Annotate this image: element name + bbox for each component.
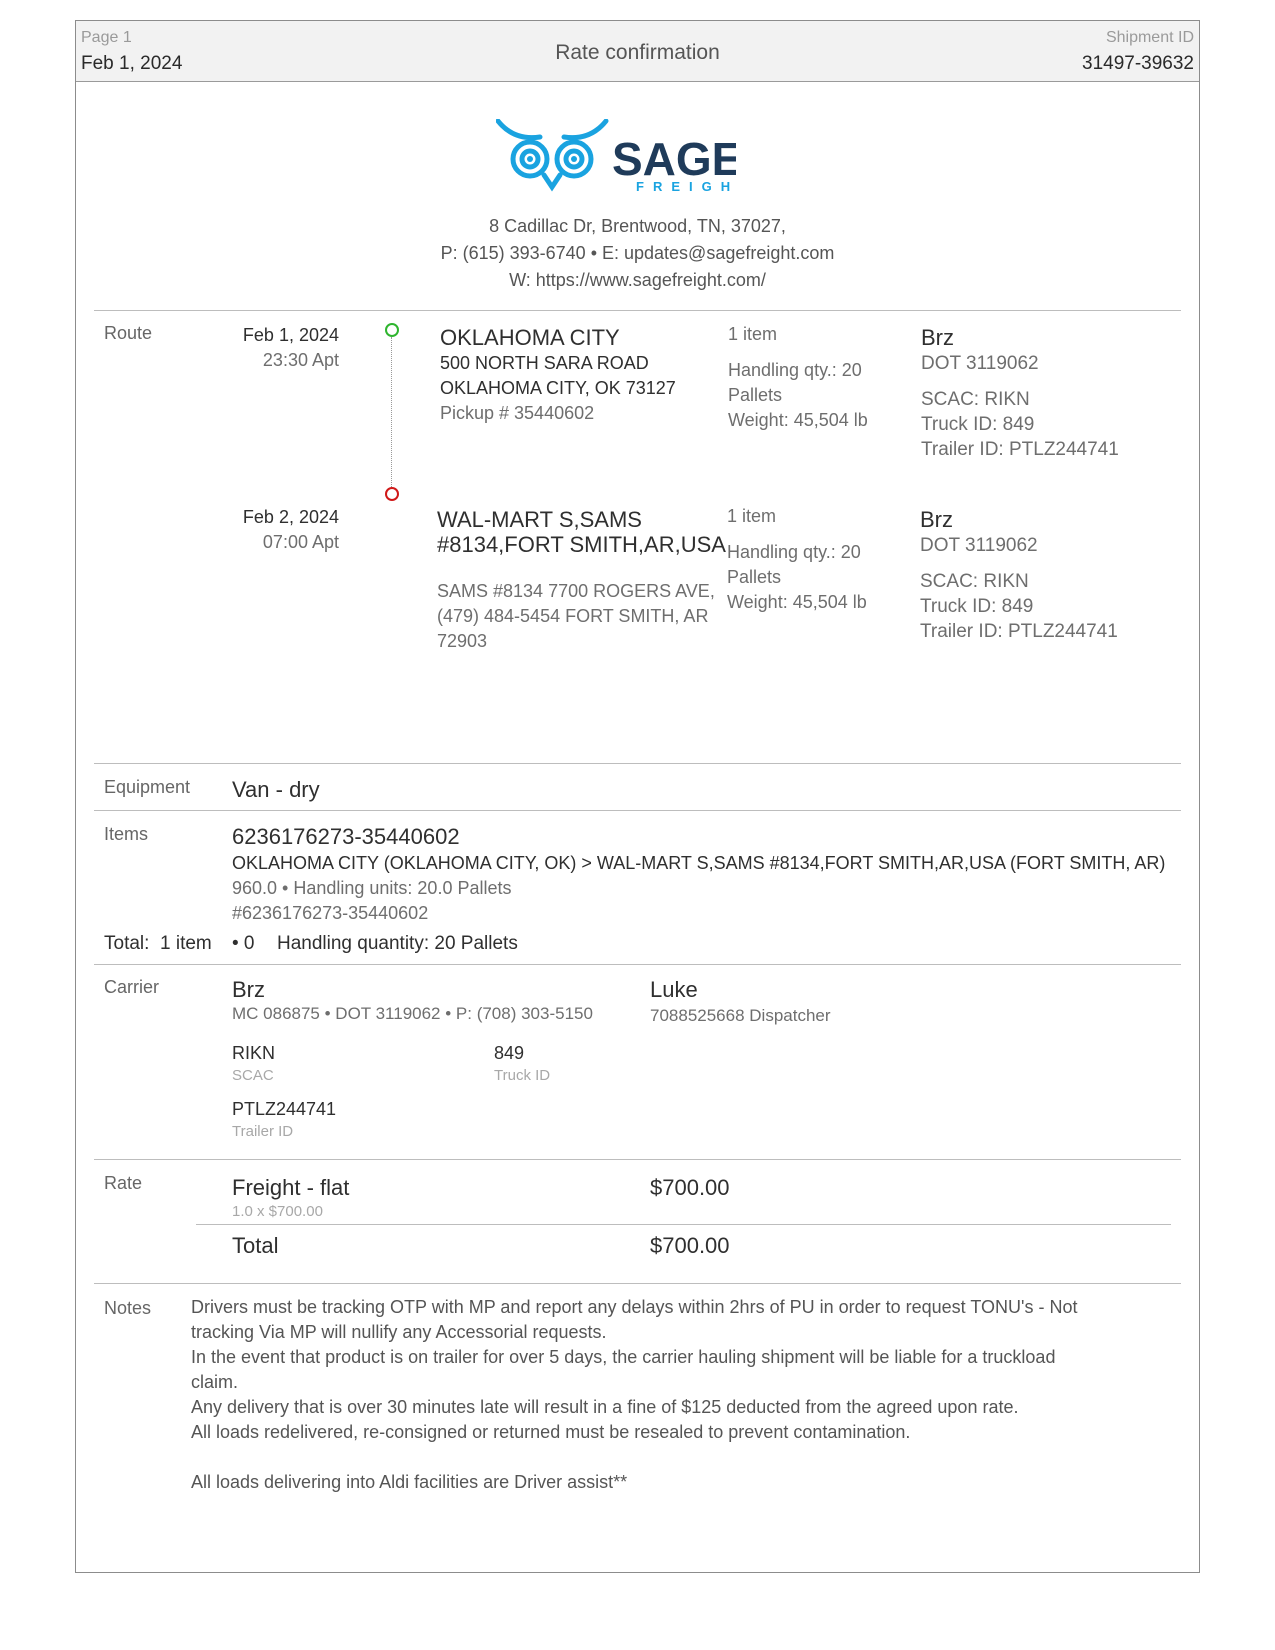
items-label: Items (104, 824, 149, 844)
header-date: Feb 1, 2024 (81, 53, 183, 74)
stop-1-date: Feb 1, 2024 (242, 325, 339, 345)
stop-1-dot: DOT 3119062 (921, 353, 1039, 374)
stop-1-trailer: Trailer ID: PTLZ244741 (921, 439, 1119, 460)
scac-label: SCAC (232, 1067, 274, 1084)
rate-line-amount: $700.00 (650, 1175, 730, 1200)
stop-1-handling-unit: Pallets (728, 385, 783, 405)
company-contact: P: (615) 393-6740 • E: updates@sagefreight.com (440, 243, 835, 263)
stop-2-item-count: 1 item (727, 506, 777, 526)
stop-2-handling-qty: Handling qty.: 20 (727, 542, 861, 562)
rate-total-amount: $700.00 (650, 1233, 730, 1258)
carrier-name: Brz (232, 977, 265, 1002)
stop-2-zip: 72903 (437, 631, 488, 651)
shipment-id: 31497-39632 (1082, 53, 1194, 74)
equipment-value: Van - dry (232, 777, 320, 802)
stop-2-name-line-1: WAL-MART S,SAMS (437, 507, 642, 532)
note-line: In the event that product is on trailer for over 5 days, the carrier hauling shipment will be liable for a truckload (191, 1347, 1056, 1367)
item-reference: #6236176273-35440602 (232, 903, 429, 923)
note-line: Drivers must be tracking OTP with MP and report any delays within 2hrs of PU in order to request TONU's - Not (191, 1297, 1078, 1317)
stop-2-name-line-2: #8134,FORT SMITH,AR,USA (437, 532, 726, 557)
rate-total-label: Total (232, 1233, 279, 1258)
notes-body (191, 1295, 1121, 1495)
owl-logo-icon (496, 119, 736, 199)
divider (94, 964, 1181, 965)
route-label: Route (104, 323, 153, 343)
items-total-label: Total: (104, 933, 150, 954)
page-label: Page 1 (81, 29, 132, 46)
items-total-count: 1 item (160, 933, 212, 954)
stop-1-weight: Weight: 45,504 lb (728, 410, 868, 430)
carrier-label: Carrier (104, 977, 160, 997)
item-detail: 960.0 • Handling units: 20.0 Pallets (232, 878, 512, 898)
note-line (191, 1445, 1121, 1470)
stop-1-address-line: 500 NORTH SARA ROAD (440, 353, 649, 373)
note-line: tracking Via MP will nullify any Accessorial requests. (191, 1322, 607, 1342)
stop-2-scac: SCAC: RIKN (920, 571, 1029, 592)
stop-2-address-line: SAMS #8134 7700 ROGERS AVE, (437, 581, 715, 601)
equipment-label: Equipment (104, 777, 191, 797)
note-line: All loads delivering into Aldi facilities are Driver assist** (191, 1472, 628, 1492)
scac-value: RIKN (232, 1043, 276, 1063)
rate-line-name: Freight - flat (232, 1175, 350, 1200)
trailer-id-value: PTLZ244741 (232, 1099, 337, 1119)
logo-wordmark: SAGE (612, 133, 736, 185)
carrier-contact-name: Luke (650, 977, 698, 1002)
document-title: Rate confirmation (555, 41, 720, 64)
pickup-marker-icon (385, 323, 399, 337)
stop-1-carrier: Brz (921, 325, 954, 350)
delivery-marker-icon (385, 487, 399, 501)
rate-divider (196, 1224, 1171, 1225)
items-total-zero: • 0 (232, 933, 255, 954)
header-bar (76, 21, 1199, 82)
stop-2-time: 07:00 Apt (262, 532, 339, 552)
company-logo (496, 119, 736, 199)
rate-label: Rate (104, 1173, 143, 1193)
stop-2-weight: Weight: 45,504 lb (727, 592, 867, 612)
stop-2-dot: DOT 3119062 (920, 535, 1038, 556)
stop-1-reference: Pickup # 35440602 (440, 403, 595, 423)
truck-id-value: 849 (494, 1043, 525, 1063)
divider (94, 1159, 1181, 1160)
document-frame (75, 20, 1200, 1573)
note-line: Any delivery that is over 30 minutes late will result in a fine of $125 deducted from the agreed upon rate. (191, 1397, 1019, 1417)
stop-1-item-count: 1 item (728, 324, 778, 344)
stop-2-carrier: Brz (920, 507, 953, 532)
note-line: All loads redelivered, re-consigned or returned must be resealed to prevent contamination. (191, 1422, 911, 1442)
stop-1-handling-qty: Handling qty.: 20 (728, 360, 862, 380)
stop-2-date: Feb 2, 2024 (242, 507, 339, 527)
company-website: W: https://www.sagefreight.com/ (509, 270, 766, 290)
carrier-info: MC 086875 • DOT 3119062 • P: (708) 303-5150 (232, 1004, 593, 1023)
stop-1-time: 23:30 Apt (262, 350, 339, 370)
notes-label: Notes (104, 1298, 152, 1318)
carrier-contact-info: 7088525668 Dispatcher (650, 1006, 831, 1025)
divider (94, 810, 1181, 811)
divider (94, 310, 1181, 311)
route-connector (391, 337, 392, 487)
stop-1-city-line: OKLAHOMA CITY, OK 73127 (440, 378, 676, 398)
divider (94, 763, 1181, 764)
truck-id-label: Truck ID (494, 1067, 551, 1084)
stop-2-truck: Truck ID: 849 (920, 596, 1034, 617)
note-line: claim. (191, 1372, 239, 1392)
stop-1-truck: Truck ID: 849 (921, 414, 1035, 435)
trailer-id-label: Trailer ID (232, 1123, 294, 1140)
item-id: 6236176273-35440602 (232, 824, 460, 849)
stop-1-name: OKLAHOMA CITY (440, 325, 620, 350)
stop-2-trailer: Trailer ID: PTLZ244741 (920, 621, 1118, 642)
items-total-handling: Handling quantity: 20 Pallets (277, 933, 518, 954)
stop-1-scac: SCAC: RIKN (921, 389, 1030, 410)
stop-2-phone-city-line: (479) 484-5454 FORT SMITH, AR (437, 606, 709, 626)
item-lane: OKLAHOMA CITY (OKLAHOMA CITY, OK) > WAL-MART S,SAMS #8134,FORT SMITH,AR,USA (FORT SMITH, AR) (232, 853, 1166, 873)
logo-subtitle: FREIGH (636, 179, 736, 194)
stop-2-handling-unit: Pallets (727, 567, 782, 587)
shipment-id-label: Shipment ID (1105, 29, 1194, 46)
divider (94, 1283, 1181, 1284)
company-address: 8 Cadillac Dr, Brentwood, TN, 37027, (489, 216, 786, 236)
rate-line-detail: 1.0 x $700.00 (232, 1203, 323, 1220)
